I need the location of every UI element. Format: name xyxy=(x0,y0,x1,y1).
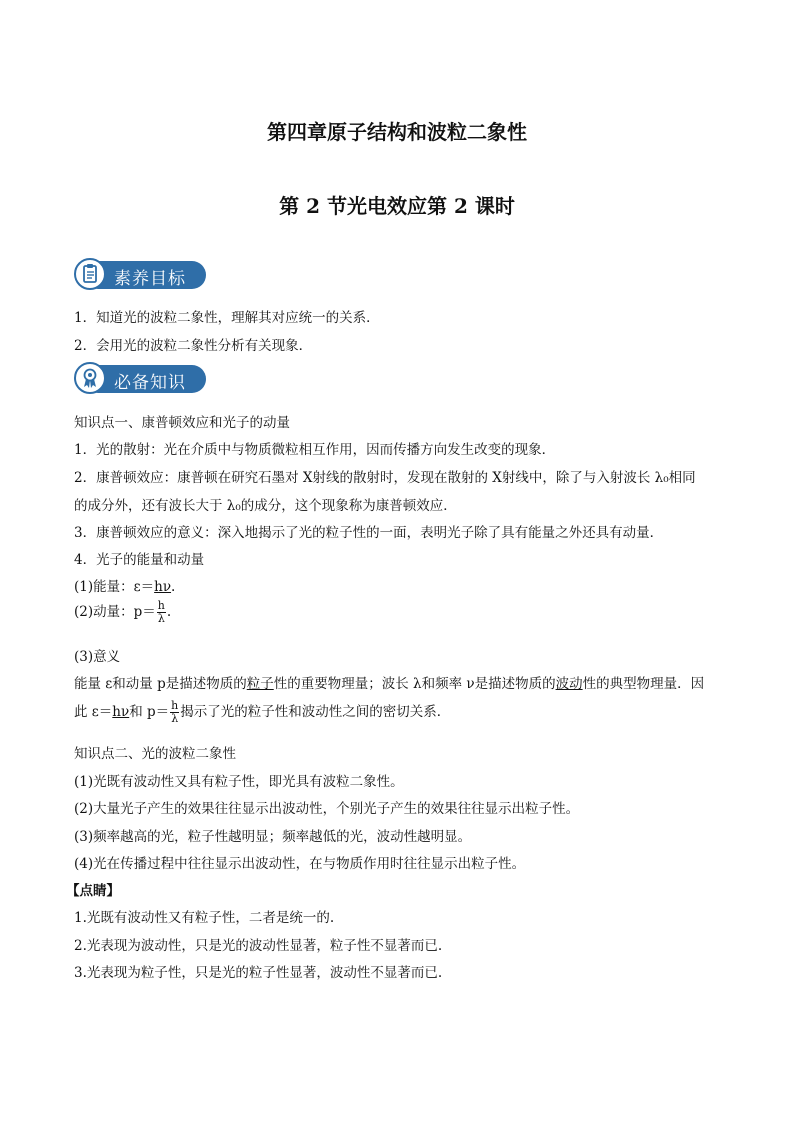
knowledge-banner xyxy=(74,362,206,396)
meaning-part-a: 能量 ε和动量 p是描述物质的 xyxy=(74,676,247,692)
meaning-part-2d: 揭示了光的粒子性和波动性之间的密切关系． xyxy=(180,704,451,720)
section-title: 第 2 节光电效应第 2 课时 xyxy=(279,194,515,218)
k1-line-2b: 的成分外，还有波长大于 λ₀的成分，这个现象称为康普顿效应． xyxy=(74,498,457,514)
meaning-line-2 xyxy=(74,700,450,725)
tips-heading: 【点睛】 xyxy=(66,883,120,899)
k2-heading: 知识点二、光的波粒二象性 xyxy=(74,746,236,762)
energy-prefix: (1)能量：ε＝ xyxy=(74,579,155,595)
energy-line xyxy=(74,575,175,595)
fraction-denominator: λ xyxy=(157,612,165,625)
momentum-prefix: (2)动量：p＝ xyxy=(74,604,156,620)
meaning-particle: 粒子 xyxy=(246,676,274,692)
k1-line-4: 4．光子的能量和动量 xyxy=(74,552,205,568)
meaning-fraction xyxy=(170,700,179,725)
k1-line-1: 1．光的散射：光在介质中与物质微粒相互作用，因而传播方向发生改变的现象． xyxy=(74,442,556,458)
fraction-numerator: h xyxy=(157,599,165,612)
tip-item-1: 1.光既有波动性又有粒子性，二者是统一的. xyxy=(74,910,335,926)
meaning-energy-formula: hν xyxy=(112,704,130,720)
meaning-line-1 xyxy=(74,672,704,692)
meaning-heading: (3)意义 xyxy=(74,649,121,665)
momentum-suffix: . xyxy=(166,604,172,620)
energy-formula: hν xyxy=(154,579,172,595)
goals-banner-label: 素养目标 xyxy=(114,269,186,289)
k1-heading: 知识点一、康普顿效应和光子的动量 xyxy=(74,415,290,431)
k2-item-2: (2)大量光子产生的效果往往显示出波动性，个别光子产生的效果往往显示出粒子性。 xyxy=(74,801,580,817)
k1-line-2a: 2．康普顿效应：康普顿在研究石墨对 X射线的散射时，发现在散射的 X射线中，除了与入射波长 λ₀相同 xyxy=(74,470,696,486)
clipboard-icon xyxy=(74,258,106,290)
meaning-part-2a: 此 ε＝ xyxy=(74,704,113,720)
fraction-denominator: λ xyxy=(171,712,179,725)
k2-item-3: (3)频率越高的光，粒子性越明显；频率越低的光，波动性越明显。 xyxy=(74,829,472,845)
k2-item-4: (4)光在传播过程中往往显示出波动性，在与物质作用时往往显示出粒子性。 xyxy=(74,856,526,872)
tip-item-2: 2.光表现为波动性，只是光的波动性显著，粒子性不显著而已. xyxy=(74,938,443,954)
goals-banner xyxy=(74,258,206,292)
energy-suffix: . xyxy=(171,579,176,595)
meaning-part-2c: 和 p＝ xyxy=(129,704,170,720)
goal-item-1: 1．知道光的波粒二象性，理解其对应统一的关系． xyxy=(74,310,380,326)
k2-item-1: (1)光既有波动性又具有粒子性，即光具有波粒二象性。 xyxy=(74,774,404,790)
tip-item-3: 3.光表现为粒子性，只是光的粒子性显著，波动性不显著而已. xyxy=(74,965,443,981)
knowledge-banner-label: 必备知识 xyxy=(114,373,186,393)
fraction-numerator: h xyxy=(171,699,179,712)
k1-line-3: 3．康普顿效应的意义：深入地揭示了光的粒子性的一面，表明光子除了具有能量之外还具有动量． xyxy=(74,525,664,541)
momentum-fraction xyxy=(157,600,166,625)
chapter-title: 第四章原子结构和波粒二象性 xyxy=(267,120,527,144)
goal-item-2: 2．会用光的波粒二象性分析有关现象． xyxy=(74,338,313,354)
meaning-part-c: 性的重要物理量；波长 λ和频率 ν是描述物质的 xyxy=(273,676,556,692)
award-ribbon-icon xyxy=(74,362,106,394)
momentum-line xyxy=(74,600,171,625)
meaning-wave: 波动 xyxy=(555,676,583,692)
meaning-part-e: 性的典型物理量．因 xyxy=(582,676,705,692)
